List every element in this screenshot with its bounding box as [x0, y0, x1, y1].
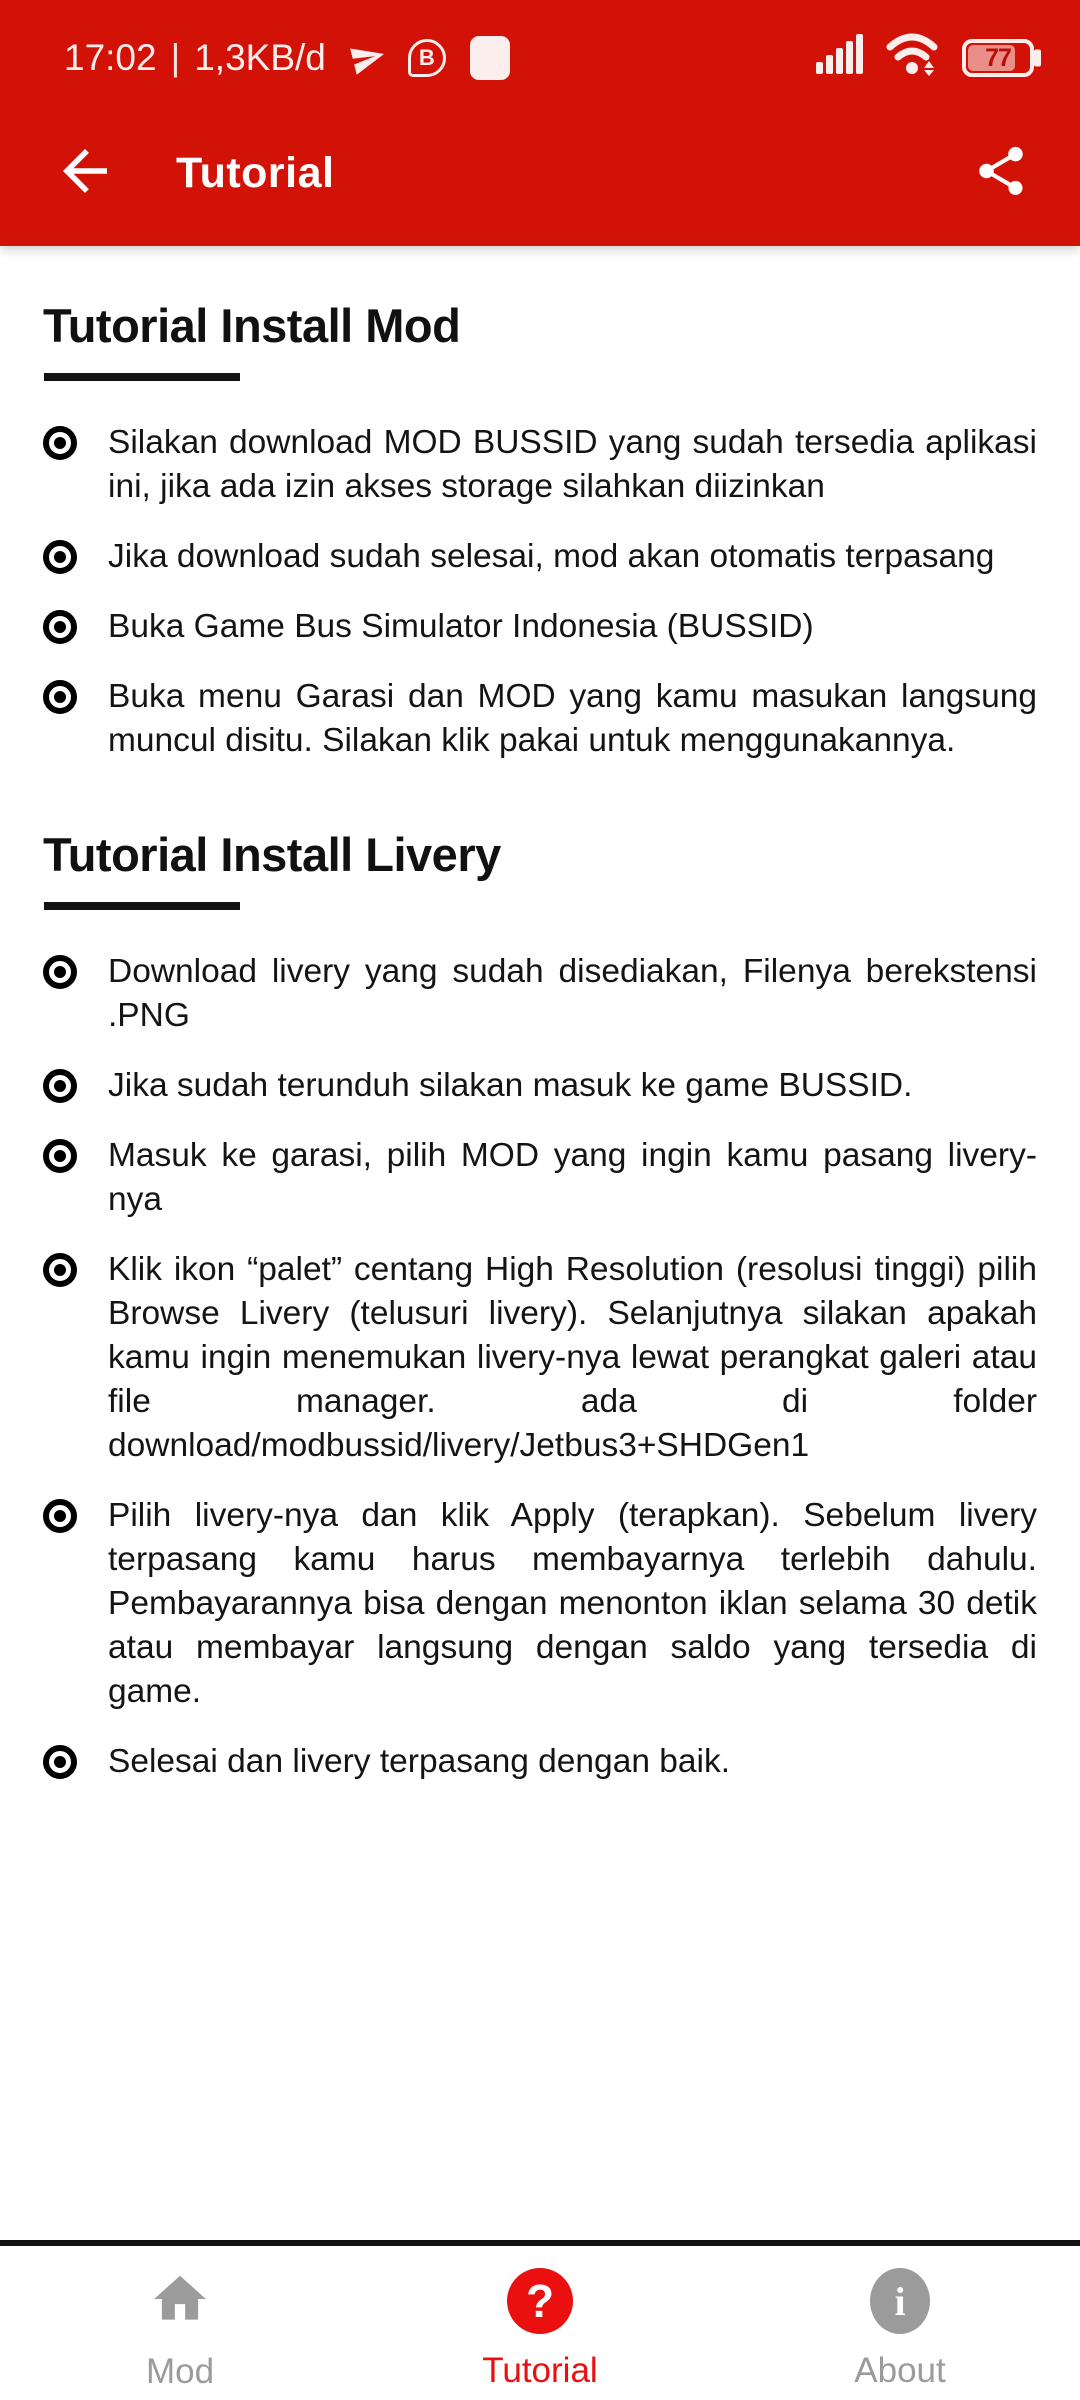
list-item	[43, 950, 1037, 1038]
signal-icon	[816, 34, 864, 83]
status-left-group	[64, 36, 510, 80]
bullet-text: Silakan download MOD BUSSID yang sudah tersedia aplikasi ini, jika ada izin akses storage silahkan diizinkan	[108, 424, 1037, 505]
nav-item-about[interactable]	[720, 2246, 1080, 2400]
share-icon	[972, 142, 1030, 205]
heading-underline	[44, 373, 240, 381]
bullet-list	[43, 950, 1037, 1784]
list-item	[43, 1064, 1037, 1108]
arrow-left-icon	[52, 138, 118, 209]
chat-b-icon: B	[408, 39, 446, 77]
info-icon: i	[870, 2268, 930, 2334]
top-bar	[0, 0, 1080, 246]
bullet-icon	[43, 1499, 77, 1533]
bullet-text: Jika sudah terunduh silakan masuk ke game BUSSID.	[108, 1067, 913, 1104]
battery-icon	[962, 39, 1034, 77]
bullet-icon	[43, 955, 77, 989]
bullet-icon	[43, 1745, 77, 1779]
battery-cap	[1034, 50, 1041, 67]
bottom-nav	[0, 2240, 1080, 2400]
tutorial-content	[0, 246, 1080, 1784]
list-item	[43, 1740, 1037, 1784]
section-heading: Tutorial Install Mod	[43, 299, 461, 352]
bullet-icon	[43, 1253, 77, 1287]
section-install-mod	[43, 298, 1037, 763]
list-item	[43, 605, 1037, 649]
share-button[interactable]	[972, 142, 1030, 205]
bullet-text: Jika download sudah selesai, mod akan otomatis terpasang	[108, 538, 995, 575]
page-title: Tutorial	[176, 148, 335, 197]
nav-label: Tutorial	[482, 2351, 598, 2390]
status-right-group	[816, 32, 1034, 85]
status-bar	[0, 0, 1080, 100]
bullet-icon	[43, 426, 77, 460]
battery-percent: 77	[985, 43, 1011, 72]
list-item	[43, 421, 1037, 509]
bullet-text: Buka menu Garasi dan MOD yang kamu masukan langsung muncul disitu. Silakan klik pakai untuk menggunakannya.	[108, 678, 1037, 759]
list-item	[43, 1248, 1037, 1468]
bullet-icon	[43, 1069, 77, 1103]
nav-item-tutorial[interactable]	[360, 2246, 720, 2400]
status-separator: |	[170, 37, 181, 78]
bullet-icon	[43, 540, 77, 574]
nav-label: About	[854, 2351, 946, 2390]
wifi-icon	[886, 32, 940, 85]
bullet-text: Klik ikon “palet” centang High Resolution (resolusi tinggi) pilih Browse Livery (telusuri livery). Selanjutnya silakan apakah kamu ingin menemukan livery-nya lewat perangkat galeri atau file manager. ada di folder download/modbussid/livery/Jetbus3+SHDGen1	[108, 1251, 1037, 1464]
bullet-text: Buka Game Bus Simulator Indonesia (BUSSID)	[108, 608, 814, 645]
list-item	[43, 535, 1037, 579]
list-item	[43, 675, 1037, 763]
bullet-icon	[43, 680, 77, 714]
nav-item-mod[interactable]	[0, 2246, 360, 2400]
bullet-icon	[43, 1139, 77, 1173]
bullet-text: Selesai dan livery terpasang dengan baik.	[108, 1743, 731, 1780]
section-heading: Tutorial Install Livery	[43, 828, 501, 881]
app-bar	[0, 100, 1080, 246]
app-square-icon	[470, 36, 510, 80]
list-item	[43, 1134, 1037, 1222]
bullet-list	[43, 421, 1037, 763]
back-button[interactable]	[52, 138, 118, 209]
bullet-icon	[43, 610, 77, 644]
section-install-livery	[43, 827, 1037, 1784]
home-icon	[147, 2268, 213, 2335]
bullet-text: Masuk ke garasi, pilih MOD yang ingin kamu pasang livery-nya	[108, 1137, 1037, 1218]
telegram-icon	[348, 40, 388, 76]
clock-label: 17:02	[64, 37, 157, 78]
nav-label: Mod	[145, 2352, 215, 2391]
bullet-text: Download livery yang sudah disediakan, Filenya berekstensi .PNG	[108, 953, 1037, 1034]
heading-underline	[44, 902, 240, 910]
question-icon: ?	[507, 2268, 573, 2334]
network-speed-label: 1,3KB/d	[194, 37, 326, 78]
list-item	[43, 1494, 1037, 1714]
bullet-text: Pilih livery-nya dan klik Apply (terapkan). Sebelum livery terpasang kamu harus membayarnya terlebih dahulu. Pembayarannya bisa dengan menonton iklan selama 30 detik atau membayar langsung dengan saldo yang tersedia di game.	[108, 1497, 1037, 1710]
